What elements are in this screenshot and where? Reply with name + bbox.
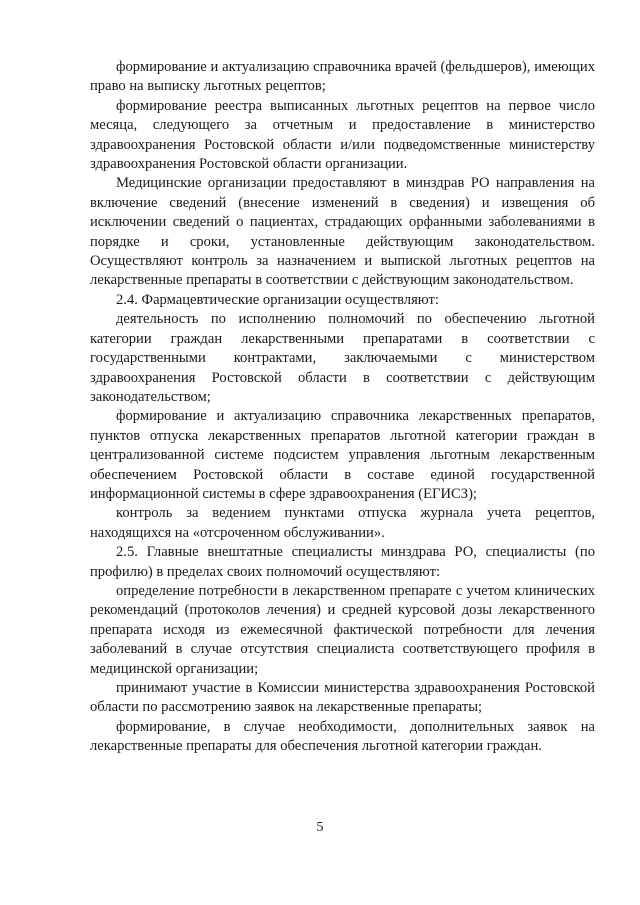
paragraph: определение потребности в лекарственном препарате с учетом клинических рекомендаций (протоколов лечения) и средней курсовой дозы лекарственного препарата исходя из ежемесячной фактической потребности для лечения заболеваний в случае отсутствия специалиста соответствующего профиля в медицинской организации;	[90, 582, 595, 677]
paragraph: деятельность по исполнению полномочий по обеспечению льготной категории граждан лекарственными препаратами в соответствии с государственными контрактами, заключаемыми с министерством здравоохранения Ростовской области в соответствии с действующим законодательством;	[90, 311, 595, 405]
paragraph: Медицинские организации предоставляют в минздрав РО направления на включение сведений (внесение изменений в сведения) и извещения об исключении сведений о пациентах, страдающих орфанными заболеваниями в порядке и сроки, установленные действующим законодательством. Осуществляют контроль за назначением и выпиской льготных рецептов на лекарственные препараты в соответствии с действующим законодательством.	[90, 175, 595, 289]
paragraph: принимают участие в Комиссии министерства здравоохранения Ростовской области по рассмотрению заявок на лекарственные препараты;	[90, 680, 595, 716]
paragraph: формирование и актуализацию справочника врачей (фельдшеров), имеющих право на выписку льготных рецептов;	[90, 59, 595, 95]
section-heading: 2.5. Главные внештатные специалисты минздрава РО, специалисты (по профилю) в пределах своих полномочий осуществляют:	[90, 544, 595, 580]
paragraph: формирование реестра выписанных льготных рецептов на первое число месяца, следующего за отчетным и предоставление в министерство здравоохранения Ростовской области и/или подведомственные министерству здравоохранения Ростовской области организации.	[90, 97, 595, 173]
paragraph: формирование, в случае необходимости, дополнительных заявок на лекарственные препараты для обеспечения льготной категории граждан.	[90, 718, 595, 755]
page-number: 5	[316, 820, 324, 835]
document-body	[90, 58, 595, 757]
section-heading: 2.4. Фармацевтические организации осуществляют:	[116, 291, 439, 308]
paragraph: контроль за ведением пунктами отпуска журнала учета рецептов, находящихся на «отсроченном обслуживании».	[90, 505, 595, 541]
paragraph: формирование и актуализацию справочника лекарственных препаратов, пунктов отпуска лекарственных препаратов льготной категории граждан в централизованной системе подсистем управления льготным лекарственным обеспечением Ростовской области в составе единой государственной информационной системы в сфере здравоохранения (ЕГИСЗ);	[90, 408, 595, 502]
